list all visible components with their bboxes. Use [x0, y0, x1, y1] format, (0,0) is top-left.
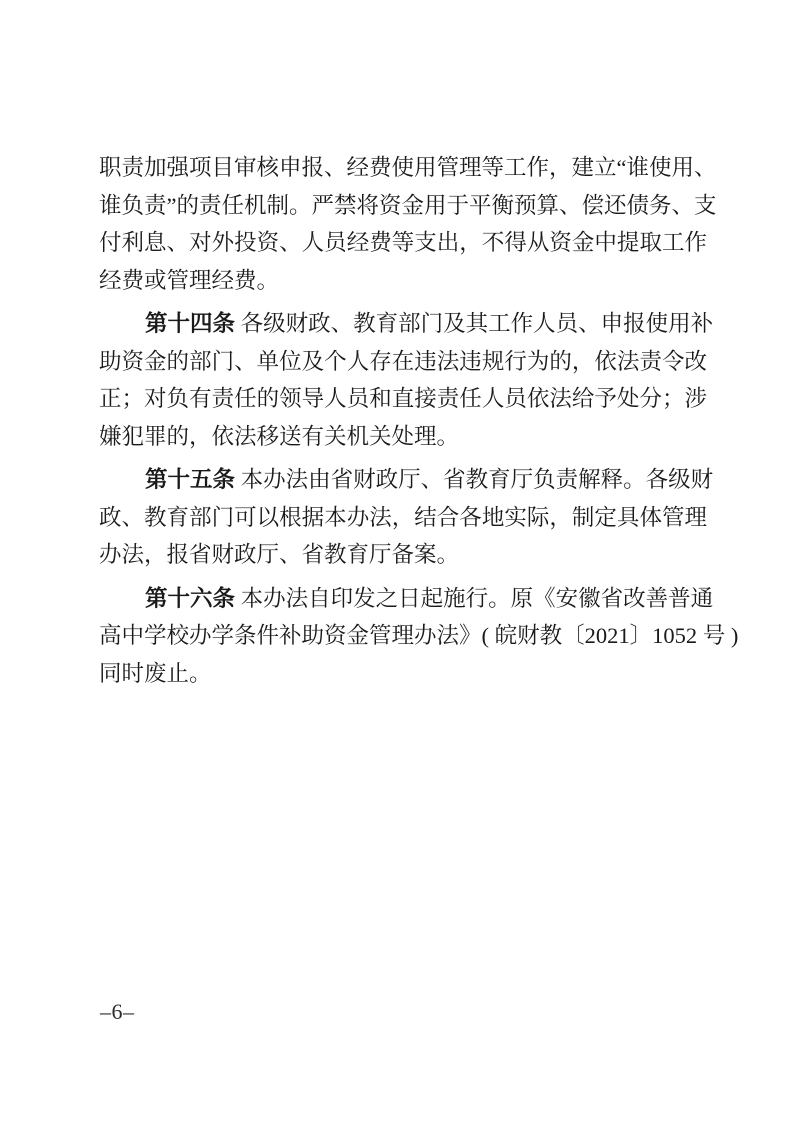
paragraph-article-15 [99, 461, 714, 574]
text-line: 第十四条 各级财政、教育部门及其工作人员、申报使用补 [145, 311, 714, 336]
text-line: 第十六条 本办法自印发之日起施行。原《安徽省改善普通 [145, 585, 714, 611]
text-line: 正；对负有责任的领导人员和直接责任人员依法给予处分；涉 [99, 386, 707, 411]
text-line: 助资金的部门、单位及个人存在违法违规行为的，依法责令改 [99, 348, 707, 374]
text-line: 谁负责”的责任机制。严禁将资金用于平衡预算、偿还债务、支 [99, 192, 717, 218]
paragraph-article-14 [99, 305, 714, 455]
article-number: 第十五条 [145, 467, 236, 492]
paragraph-article-16 [99, 580, 739, 693]
text-line: 办法，报省财政厅、省教育厅备案。 [99, 542, 460, 567]
text-line: 第十五条 本办法由省财政厅、省教育厅负责解释。各级财 [145, 467, 714, 492]
page-number: –6– [100, 999, 135, 1024]
text-line: 嫌犯罪的，依法移送有关机关处理。 [99, 423, 460, 449]
text-line: 经费或管理经费。 [99, 267, 280, 293]
text-line: 付利息、对外投资、人员经费等支出，不得从资金中提取工作 [99, 230, 707, 255]
article-number: 第十六条 [145, 585, 236, 611]
article-number: 第十四条 [145, 311, 236, 336]
document-body [99, 149, 739, 692]
text-line: 同时废止。 [99, 660, 212, 686]
text-line: 职责加强项目审核申报、经费使用管理等工作，建立“谁使用、 [99, 155, 717, 180]
paragraph-continuation [99, 149, 717, 299]
text-line: 高中学校办学条件补助资金管理办法》( 皖财教〔2021〕1052 号 ) [99, 623, 739, 648]
text-line: 政、教育部门可以根据本办法，结合各地实际，制定具体管理 [99, 504, 707, 530]
